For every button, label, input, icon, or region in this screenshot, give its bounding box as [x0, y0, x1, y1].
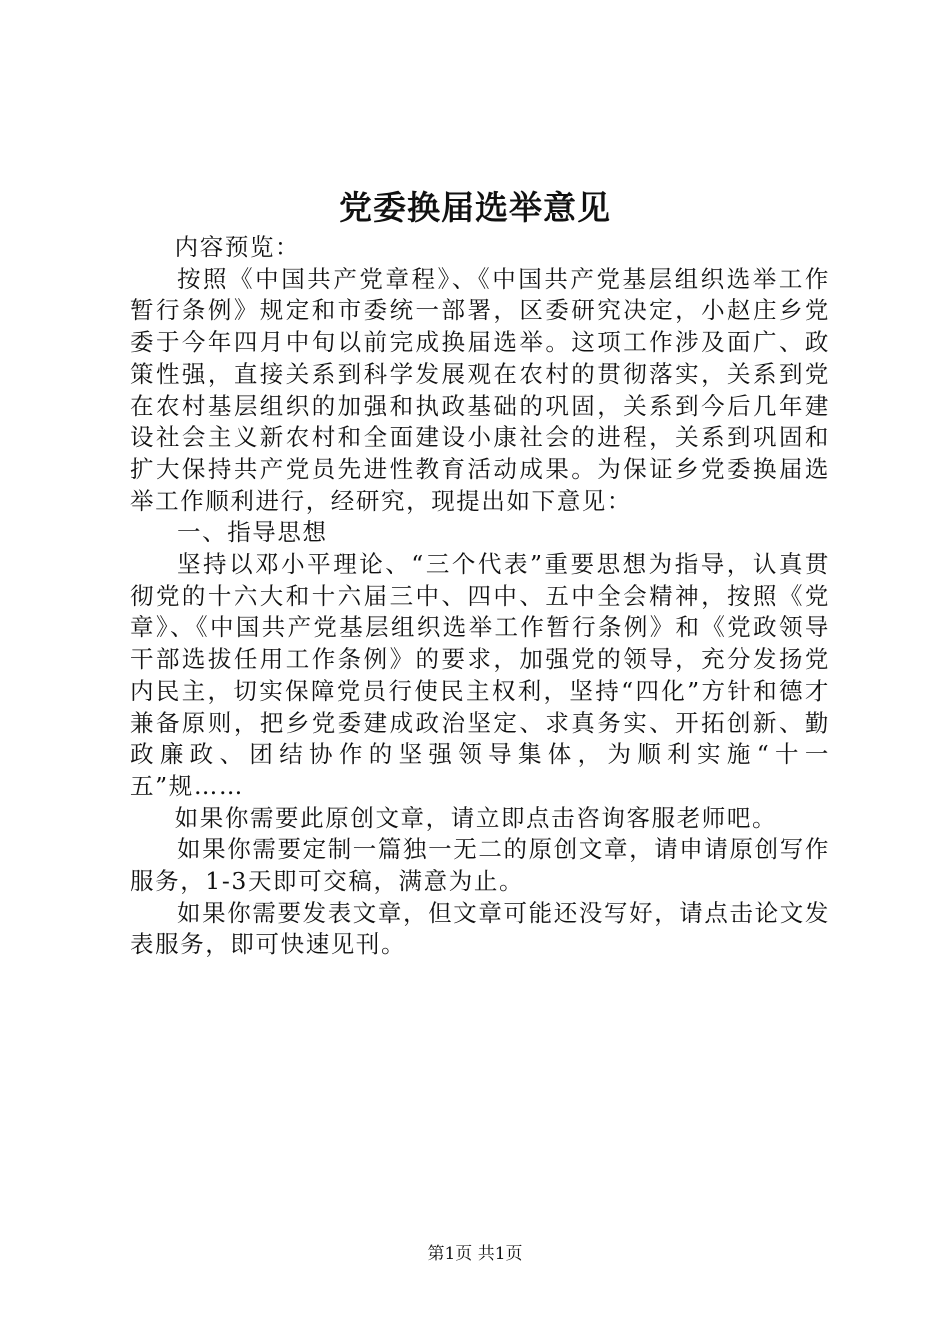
document-title: 党委换届选举意见 — [339, 188, 611, 227]
consult-service-link[interactable]: 如果你需要此原创文章，请立即点击咨询客服老师吧。 — [174, 803, 778, 832]
publish-service-link[interactable]: 如果你需要发表文章，但文章可能还没写好，请点击论文发表服务，即可快速见刊。 — [130, 898, 830, 959]
document-body — [130, 232, 830, 961]
section-heading: 一、指导思想 — [177, 518, 328, 547]
preview-label: 内容预览： — [174, 233, 301, 261]
guiding-ideology-paragraph: 坚持以邓小平理论、“三个代表”重要思想为指导，认真贯彻党的十六大和十六届三中、四中、五中全会精神，按照《党章》、《中国共产党基层组织选举工作暂行条例》和《党政领导干部选拔任用工作条例》的要求，加强党的领导，充分发扬党内民主，切实保障党员行使民主权利，坚持“四化”方针和德才兼备原则，把乡党委建成政治坚定、求真务实、开拓创新、勤政廉政、团结协作的坚强领导集体，为顺利实施“十一五”规…… — [130, 550, 830, 800]
page-footer: 第1页 共1页 — [427, 1244, 523, 1264]
custom-writing-link[interactable]: 如果你需要定制一篇独一无二的原创文章，请申请原创写作服务，1-3天即可交稿，满意为止。 — [130, 835, 830, 896]
intro-paragraph: 按照《中国共产党章程》、《中国共产党基层组织选举工作暂行条例》规定和市委统一部署，区委研究决定，小赵庄乡党委于今年四月中旬以前完成换届选举。这项工作涉及面广、政策性强，直接关系到科学发展观在农村的贯彻落实，关系到党在农村基层组织的加强和执政基础的巩固，关系到今后几年建设社会主义新农村和全面建设小康社会的进程，关系到巩固和扩大保持共产党员先进性教育活动成果。为保证乡党委换届选举工作顺利进行，经研究，现提出如下意见： — [130, 264, 830, 515]
